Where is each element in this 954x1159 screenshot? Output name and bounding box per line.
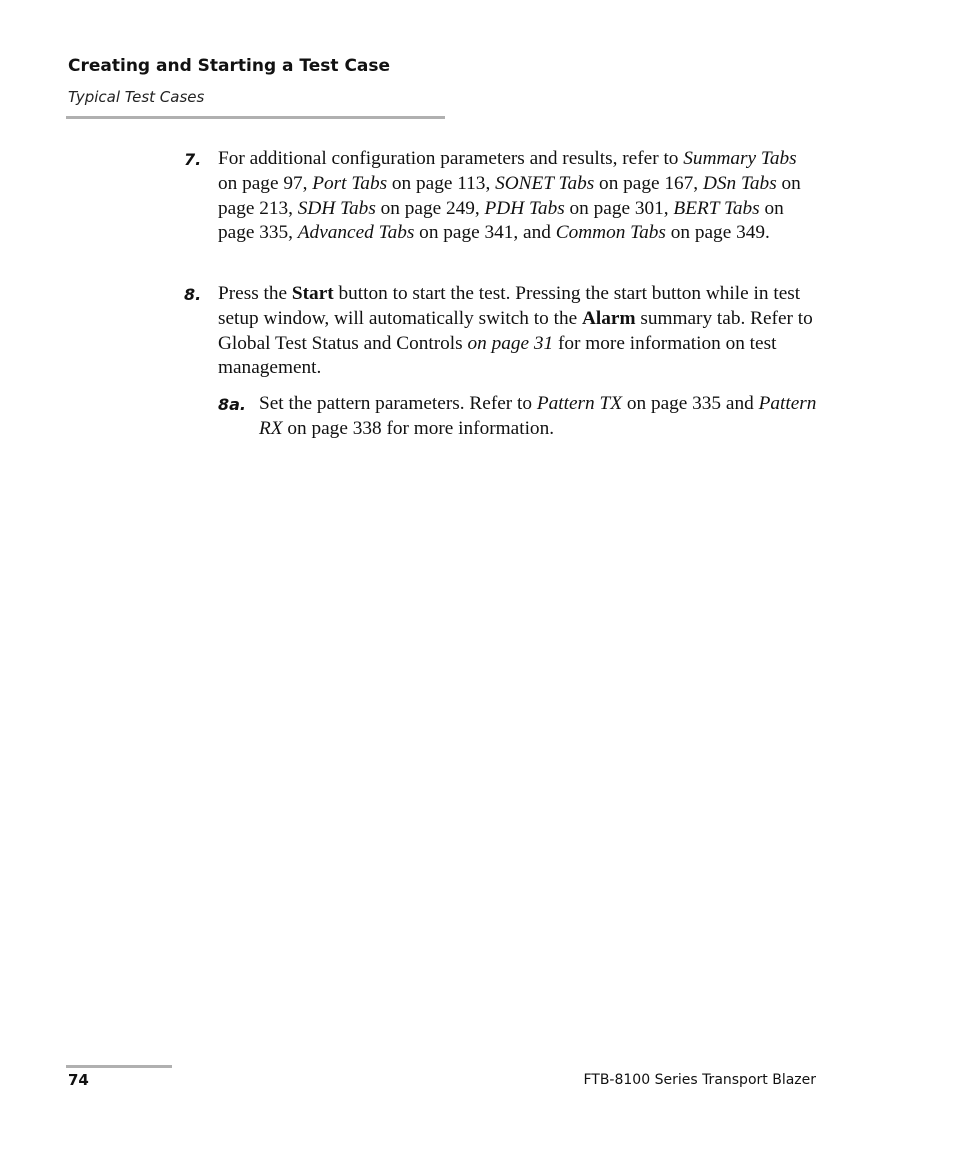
page-ref-31: on page 31 [467,332,554,354]
step-7-text: For additional configuration parameters and results, refer to Summary Tabs on page 97, Port Tabs on page 113, SONET Tabs on page 167, DSn Tabs on page 213, SDH Tabs on page 249, PDH Tabs on page 301, BERT Tabs on page 335, Advanced Tabs on page 341, and Common Tabs on page 349. [218,148,801,244]
link-pattern-tx: Pattern TX [536,393,623,414]
link-pdh-tabs: PDH Tabs [484,197,565,219]
header-rule [66,116,445,119]
step-7-number: 7. [184,150,202,169]
product-name: FTB-8100 Series Transport Blazer [583,1072,816,1088]
section-subtitle: Typical Test Cases [68,88,205,106]
link-summary-tabs: Summary Tabs [683,148,797,169]
step-8a-text: Set the pattern parameters. Refer to Pattern TX on page 335 and Pattern RX on page 338 for more information. [259,393,817,439]
step-8-number: 8. [184,285,202,304]
link-sdh-tabs: SDH Tabs [297,197,376,219]
link-pattern-rx: Pattern RX [259,393,817,439]
link-sonet-tabs: SONET Tabs [495,172,595,194]
link-advanced-tabs: Advanced Tabs [297,222,415,244]
chapter-title: Creating and Starting a Test Case [68,56,391,76]
step-8a-number: 8a. [218,395,247,414]
step-8-text: Press the Start button to start the test. Pressing the start button while in test setup window, will automatically switch to the Alarm summary tab. Refer to Global Test Status and Controls on page 31 for more information on test management. [218,283,813,379]
start-button-ref: Start [291,283,334,304]
link-dsn-tabs: DSn Tabs [702,172,777,194]
footer-rule [66,1065,172,1068]
link-port-tabs: Port Tabs [312,172,388,194]
link-bert-tabs: BERT Tabs [673,197,760,219]
alarm-tab-ref: Alarm [581,307,636,329]
page-number: 74 [68,1071,89,1089]
link-common-tabs: Common Tabs [555,222,666,244]
